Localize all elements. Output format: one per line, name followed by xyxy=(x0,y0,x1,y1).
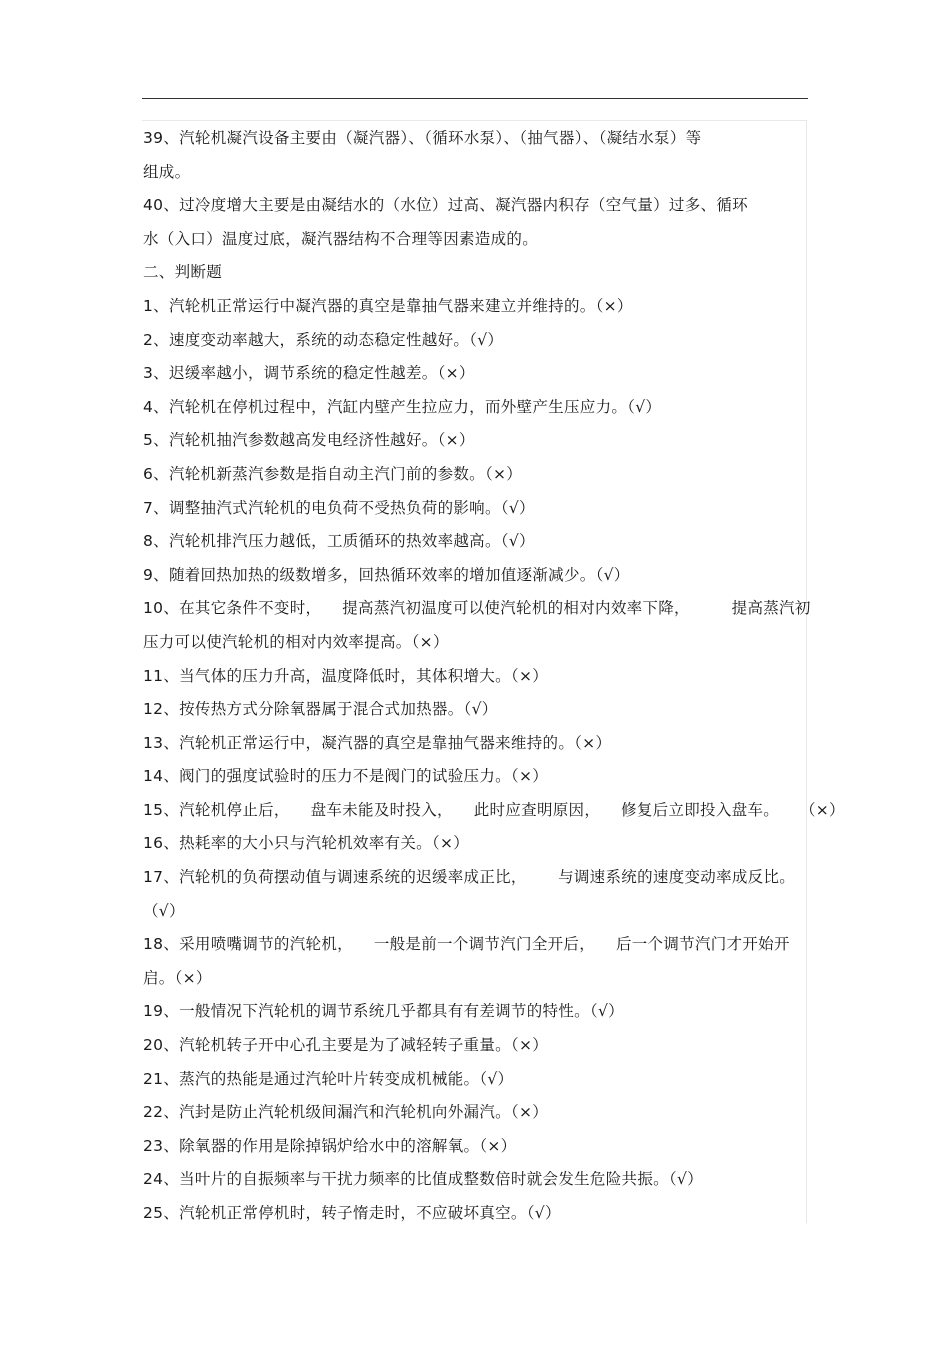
question-item: 9、随着回热加热的级数增多，回热循环效率的增加值逐渐减少。（√） xyxy=(143,565,630,584)
question-item: 8、汽轮机排汽压力越低，工质循环的热效率越高。（√） xyxy=(143,532,535,551)
question-item: 12、按传热方式分除氧器属于混合式加热器。（√） xyxy=(143,700,498,719)
document-body xyxy=(143,122,845,1231)
question-item: 11、当气体的压力升高，温度降低时，其体积增大。（×） xyxy=(143,666,549,685)
question-item: 14、阀门的强度试验时的压力不是阀门的试验压力。（×） xyxy=(143,767,549,786)
question-item: 7、调整抽汽式汽轮机的电负荷不受热负荷的影响。（√） xyxy=(143,498,535,517)
question-item: 21、蒸汽的热能是通过汽轮叶片转变成机械能。（√） xyxy=(143,1069,514,1088)
text-line: 组成。 xyxy=(143,162,191,181)
question-item: 22、汽封是防止汽轮机级间漏汽和汽轮机向外漏汽。（×） xyxy=(143,1103,549,1122)
question-item: 16、热耗率的大小只与汽轮机效率有关。（×） xyxy=(143,834,470,853)
question-item: 25、汽轮机正常停机时，转子惰走时，不应破坏真空。（√） xyxy=(143,1204,561,1222)
question-item: 压力可以使汽轮机的相对内效率提高。（×） xyxy=(143,632,449,651)
question-item: 1、汽轮机正常运行中凝汽器的真空是靠抽气器来建立并维持的。（×） xyxy=(143,296,633,315)
section-heading: 二、判断题 xyxy=(143,263,223,282)
question-item: 18、采用喷嘴调节的汽轮机， 一般是前一个调节汽门全开后， 后一个调节汽门才开始开 xyxy=(143,935,790,954)
question-item: 3、迟缓率越小，调节系统的稳定性越差。（×） xyxy=(143,364,475,383)
question-item: 19、一般情况下汽轮机的调节系统几乎都具有有差调节的特性。（√） xyxy=(143,1002,624,1021)
question-item: 2、速度变动率越大，系统的动态稳定性越好。（√） xyxy=(143,330,504,349)
question-item: 23、除氧器的作用是除掉锅炉给水中的溶解氧。（×） xyxy=(143,1136,517,1155)
header-rule xyxy=(142,98,808,99)
question-item: 15、汽轮机停止后， 盘车未能及时投入， 此时应查明原因， 修复后立即投入盘车。 （×） xyxy=(143,800,845,819)
question-item: 17、汽轮机的负荷摆动值与调速系统的迟缓率成正比， 与调速系统的速度变动率成反比。 xyxy=(143,868,796,887)
question-item: 24、当叶片的自振频率与干扰力频率的比值成整数倍时就会发生危险共振。（√） xyxy=(143,1170,703,1189)
question-item: 10、在其它条件不变时， 提高蒸汽初温度可以使汽轮机的相对内效率下降， 提高蒸汽初 xyxy=(143,599,811,618)
text-line: 40、过冷度增大主要是由凝结水的（水位）过高、凝汽器内积存（空气量）过多、循环 xyxy=(143,196,748,215)
question-item: 5、汽轮机抽汽参数越高发电经济性越好。（×） xyxy=(143,431,475,450)
question-item: 启。（×） xyxy=(143,968,212,987)
question-item: 20、汽轮机转子开中心孔主要是为了减轻转子重量。（×） xyxy=(143,1036,549,1055)
text-line: 水（入口）温度过底，凝汽器结构不合理等因素造成的。 xyxy=(143,229,539,248)
question-item: 6、汽轮机新蒸汽参数是指自动主汽门前的参数。（×） xyxy=(143,464,523,483)
question-item: 13、汽轮机正常运行中，凝汽器的真空是靠抽气器来维持的。（×） xyxy=(143,733,612,752)
text-line: 39、汽轮机凝汽设备主要由（凝汽器）、（循环水泵）、（抽气器）、（凝结水泵）等 xyxy=(143,129,702,147)
question-item: 4、汽轮机在停机过程中，汽缸内壁产生拉应力，而外壁产生压应力。（√） xyxy=(143,397,662,416)
question-item: （√） xyxy=(143,901,185,920)
